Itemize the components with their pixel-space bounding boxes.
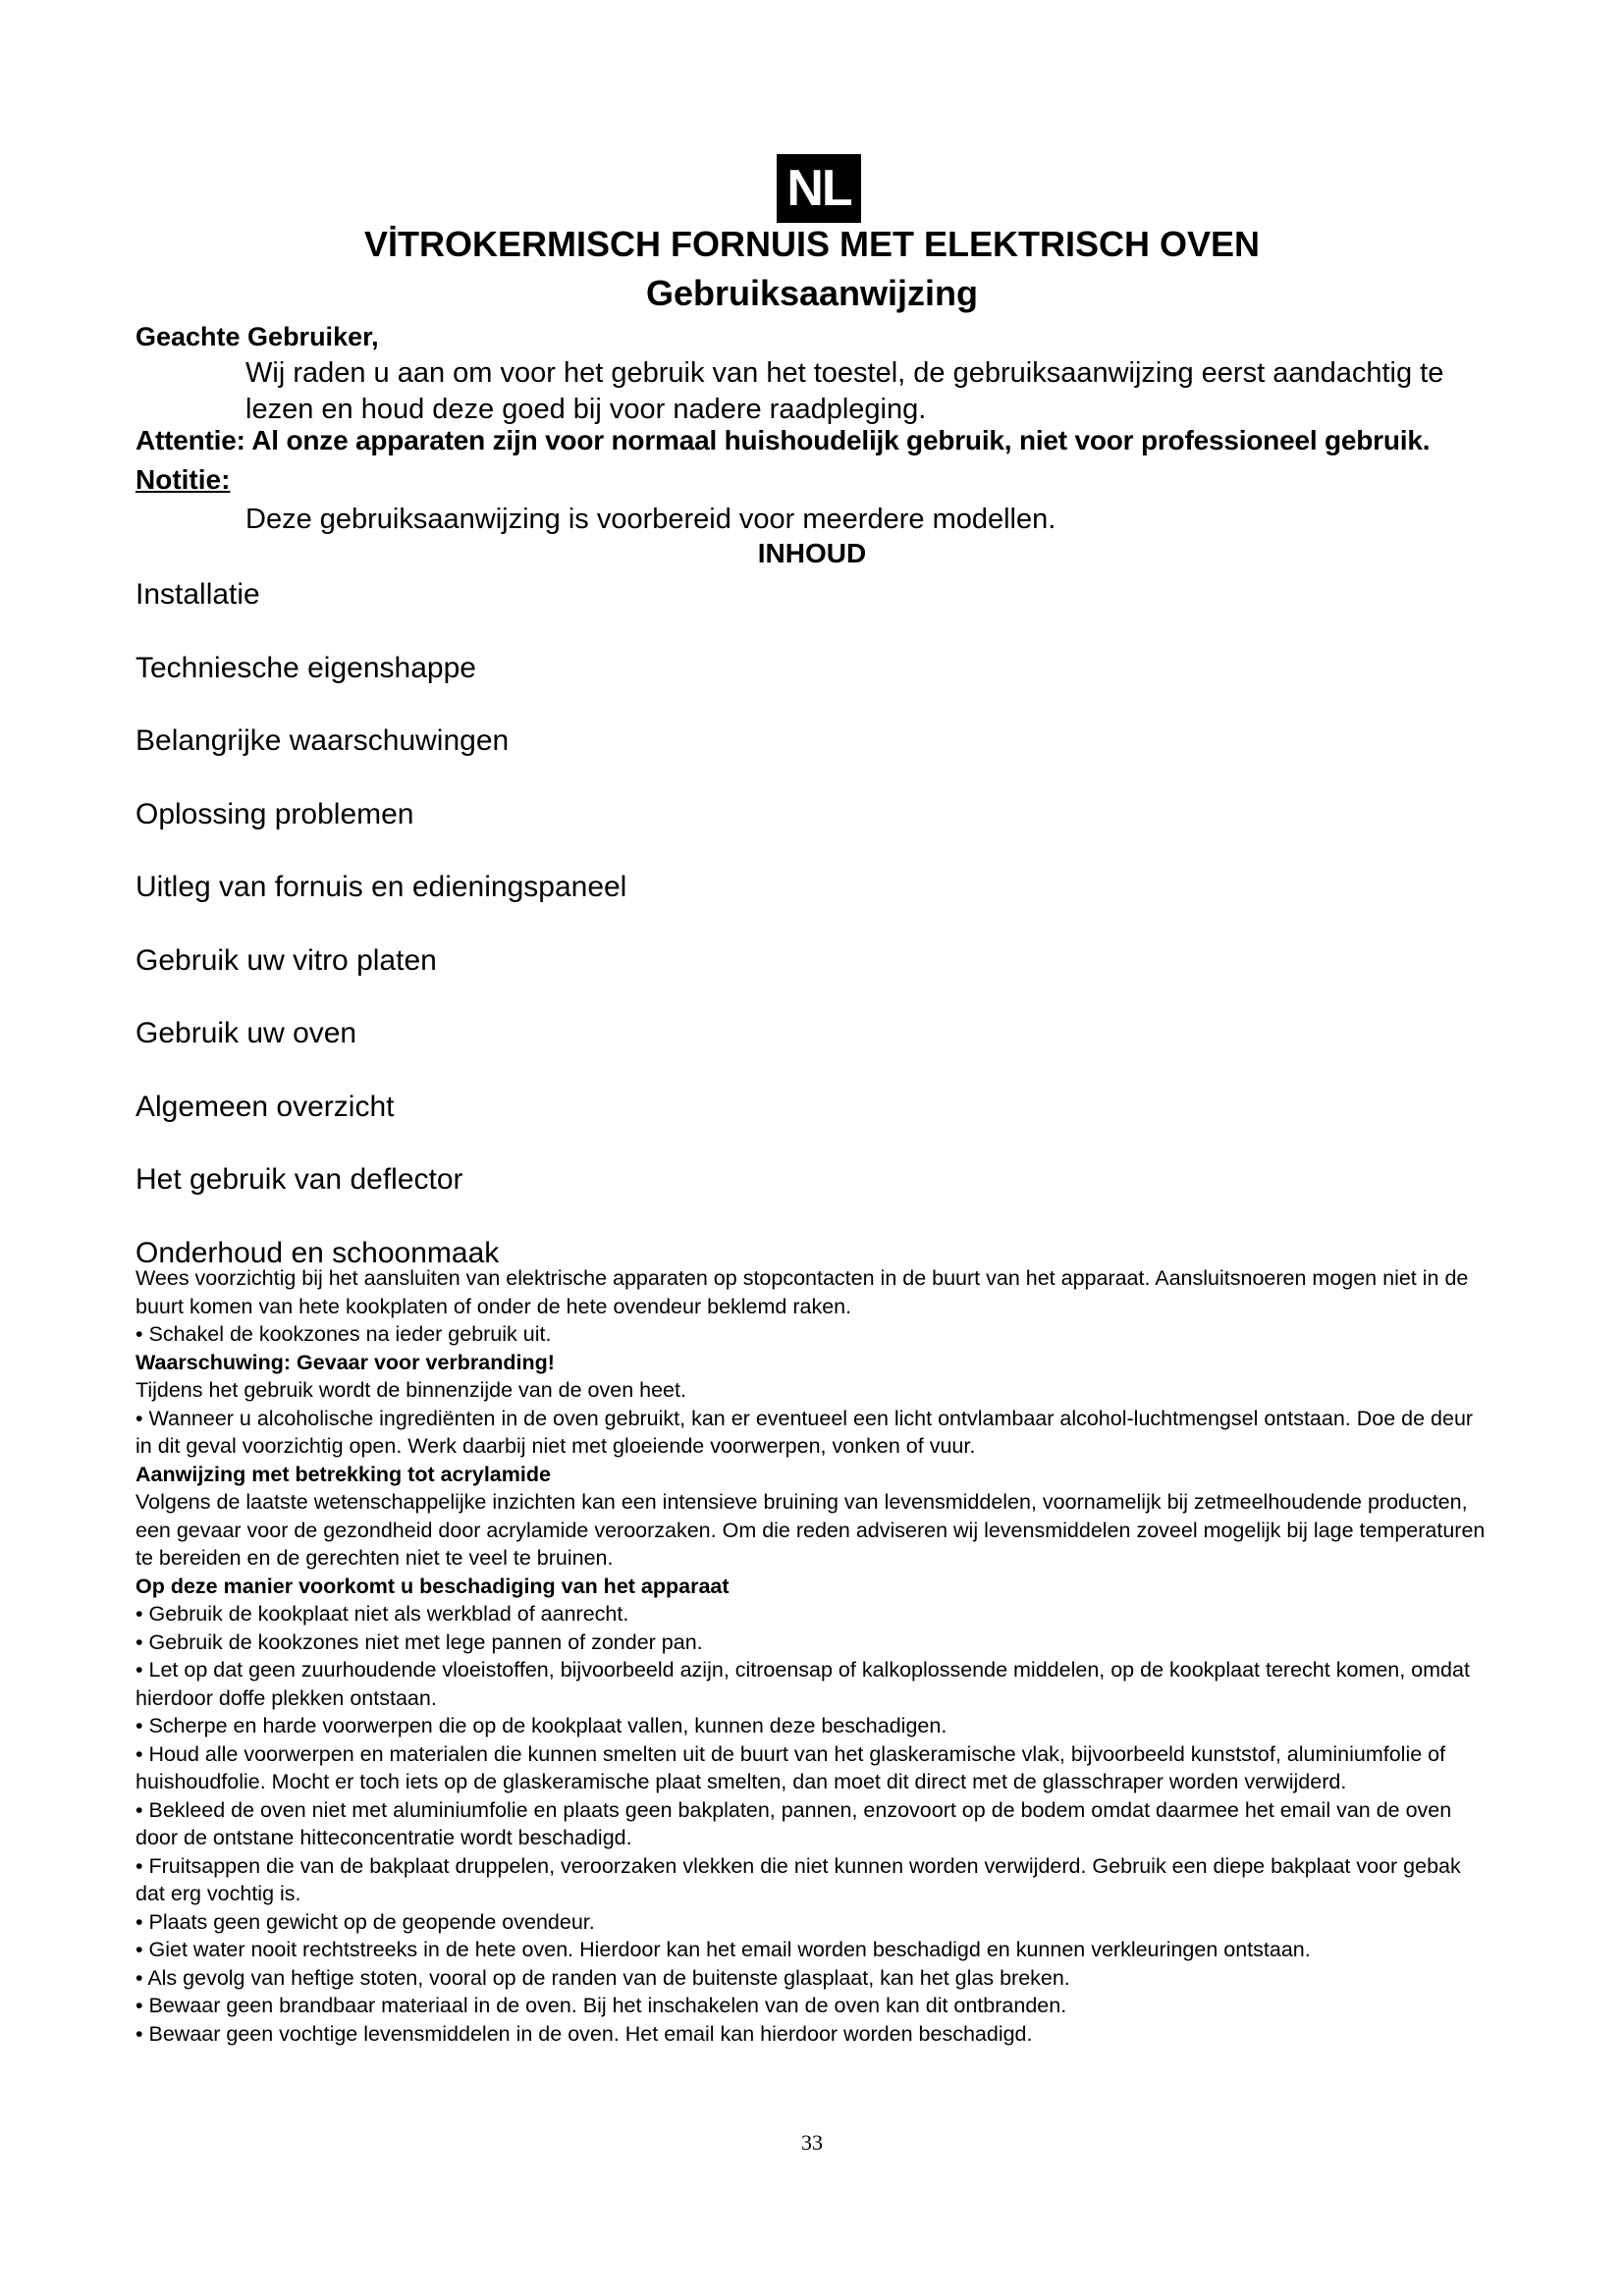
toc-item: Algemeen overzicht (135, 1090, 395, 1123)
note-label: Notitie: (135, 464, 231, 495)
paragraph: Tijdens het gebruik wordt de binnenzijde van de oven heet. (135, 1378, 686, 1402)
toc-item: Techniesche eigenshappe (135, 651, 476, 684)
attention-note: Attentie: Al onze apparaten zijn voor normaal huishoudelijk gebruik, niet voor professioneel gebruik. (135, 425, 1431, 455)
section-heading: Aanwijzing met betrekking tot acrylamide (135, 1462, 551, 1486)
bullet-item: • Houd alle voorwerpen en materialen die kunnen smelten uit de buurt van het glaskeramische vlak, bijvoorbeeld kunststof, aluminiumfolie of huishoudfolie. Mocht er toch iets op de glaskeramische plaat smelten, dan moet dit direct met de glasschraper worden verwijderd. (135, 1741, 1446, 1793)
paragraph: Volgens de laatste wetenschappelijke inzichten kan een intensieve bruining van levensmiddelen, voornamelijk bij zetmeelhoudende producten, een gevaar voor de gezondheid door acrylamide veroorzaken. Om die reden adviseren wij levensmiddelen zoveel mogelijk bij lage temperaturen te bereiden en de gerechten niet te veel te bruinen. (135, 1490, 1486, 1570)
bullet-item: • Bewaar geen vochtige levensmiddelen in de oven. Het email kan hierdoor worden beschadigd. (135, 2021, 1033, 2046)
toc-item: Installatie (135, 578, 260, 611)
toc-item: Onderhoud en schoonmaak (135, 1236, 500, 1269)
body-text (135, 1264, 1490, 2048)
salutation: Geachte Gebruiker, (135, 322, 379, 351)
document-title: VİTROKERMISCH FORNUIS MET ELEKTRISCH OVEN (363, 224, 1261, 264)
toc-item: Uitleg van fornuis en edieningspaneel (135, 871, 627, 903)
toc-item: Belangrijke waarschuwingen (135, 724, 510, 757)
bullet-item: • Wanneer u alcoholische ingrediënten in de oven gebruikt, kan er eventueel een licht ontvlambaar alcohol-luchtmengsel ontstaan. Doe de deur in dit geval voorzichtig open. Werk daarbij niet met gloeiende voorwerpen, vonken of vuur. (135, 1406, 1474, 1458)
toc-item: Gebruik uw vitro platen (135, 943, 437, 977)
toc-title: INHOUD (757, 538, 867, 568)
page-number: 33 (801, 2130, 823, 2155)
intro-text: Wij raden u aan om voor het gebruik van het toestel, de gebruiksaanwijzing eerst aandachtig te lezen en houd deze goed bij voor nadere raadpleging. (245, 357, 1444, 425)
section-heading: Waarschuwing: Gevaar voor verbranding! (135, 1350, 555, 1374)
note-text: Deze gebruiksaanwijzing is voorbereid voor meerdere modellen. (245, 504, 1056, 535)
section-heading: Op deze manier voorkomt u beschadiging van het apparaat (135, 1574, 730, 1598)
table-of-contents (135, 571, 626, 1303)
bullet-item: • Scherpe en harde voorwerpen die op de kookplaat vallen, kunnen deze beschadigen. (135, 1714, 947, 1737)
bullet-item: • Fruitsappen die van de bakplaat druppelen, veroorzaken vlekken die niet kunnen worden verwijderd. Gebruik een diepe bakplaat voor gebak dat erg vochtig is. (135, 1853, 1461, 1905)
bullet-item: • Plaats geen gewicht op de geopende ovendeur. (135, 1909, 595, 1934)
toc-item: Gebruik uw oven (135, 1017, 357, 1049)
bullet-item: • Bekleed de oven niet met aluminiumfolie en plaats geen bakplaten, pannen, enzovoort op de bodem omdat daarmee het email van de oven door de ontstane hitteconcentratie wordt beschadigd. (135, 1797, 1452, 1849)
language-badge: NL (777, 154, 861, 223)
bullet-item: • Schakel de kookzones na ieder gebruik uit. (135, 1322, 552, 1346)
paragraph: Wees voorzichtig bij het aansluiten van elektrische apparaten op stopcontacten in de buurt van het apparaat. Aansluitsnoeren mogen niet in de buurt komen van hete kookplaten of onder de hete ovendeur beklemd raken. (135, 1266, 1469, 1318)
bullet-item: • Gebruik de kookzones niet met lege pannen of zonder pan. (135, 1629, 703, 1654)
bullet-item: • Bewaar geen brandbaar materiaal in de oven. Bij het inschakelen van de oven kan dit ontbranden. (135, 1994, 1067, 2017)
document-subtitle: Gebruiksaanwijzing (645, 273, 979, 313)
toc-item: Het gebruik van deflector (135, 1163, 463, 1196)
bullet-item: • Als gevolg van heftige stoten, vooral op de randen van de buitenste glasplaat, kan het glas breken. (135, 1965, 1070, 1990)
bullet-item: • Let op dat geen zuurhoudende vloeistoffen, bijvoorbeeld azijn, citroensap of kalkoplossende middelen, op de kookplaat terecht komen, omdat hierdoor doffe plekken ontstaan. (135, 1658, 1470, 1710)
bullet-item: • Gebruik de kookplaat niet als werkblad of aanrecht. (135, 1602, 629, 1626)
toc-item: Oplossing problemen (135, 797, 414, 830)
bullet-item: • Giet water nooit rechtstreeks in de hete oven. Hierdoor kan het email worden beschadigd en kunnen verkleuringen ontstaan. (135, 1938, 1311, 1961)
